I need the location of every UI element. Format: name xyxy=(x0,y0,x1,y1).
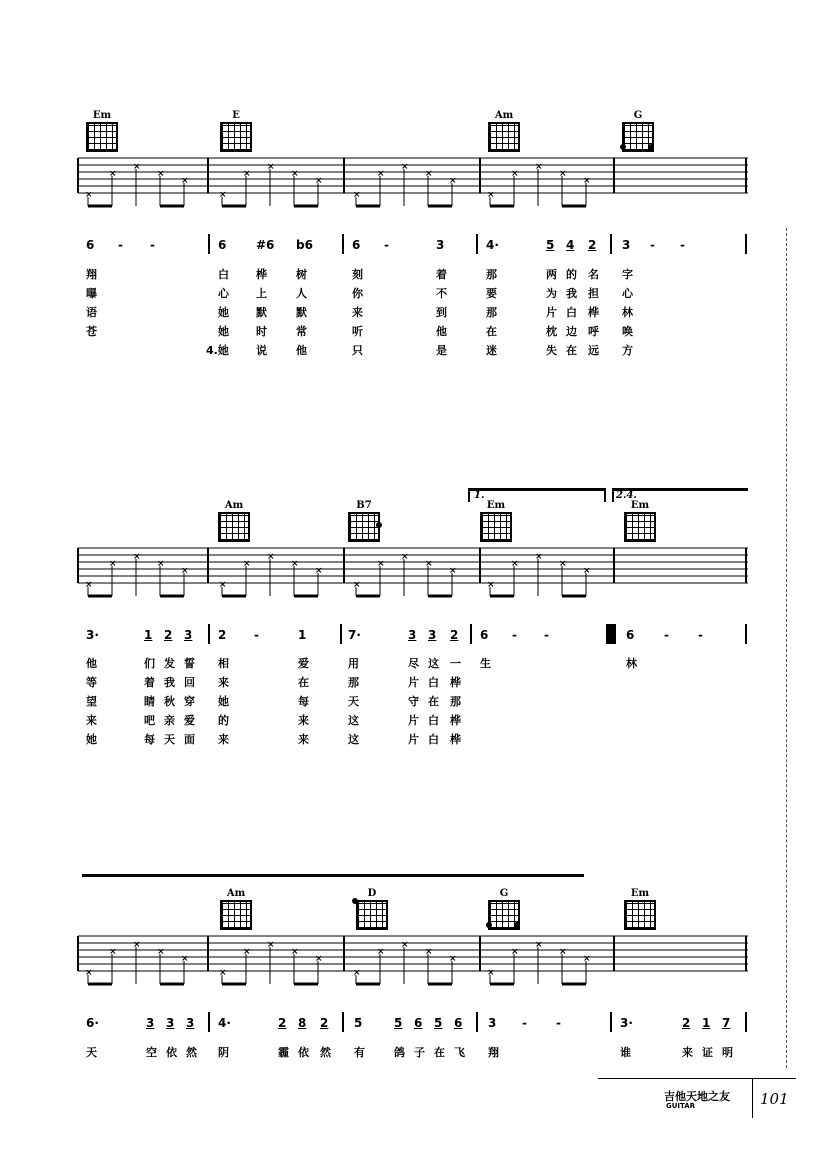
volta-1-label: 1. xyxy=(474,490,485,501)
publisher-logo-bottom: GUITAR xyxy=(666,1102,696,1110)
lyric-char: 那 xyxy=(348,676,359,689)
svg-text:×: × xyxy=(181,954,189,964)
svg-text:×: × xyxy=(559,947,567,957)
svg-text:×: × xyxy=(401,940,409,950)
chord-diagram-em: Em xyxy=(618,888,662,930)
lyric-char: 天 xyxy=(348,695,359,708)
lyric-char: 回 xyxy=(184,676,195,689)
lyric-char: 爱 xyxy=(298,657,309,670)
lyric-char: 的 xyxy=(218,714,229,727)
svg-text:×: × xyxy=(109,169,117,179)
lyric-char: 默 xyxy=(256,306,267,319)
lyric-char: 用 xyxy=(348,657,359,670)
page-number: 101 xyxy=(760,1090,789,1108)
lyric-char: 等 xyxy=(86,676,97,689)
lyric-char: 们 xyxy=(144,657,155,670)
lyric-char: 边 xyxy=(566,325,577,338)
lyric-char: 失 xyxy=(546,344,557,357)
svg-text:×: × xyxy=(243,947,251,957)
lyric-char: 桦 xyxy=(450,714,461,727)
lyric-char: 是 xyxy=(436,344,447,357)
svg-text:×: × xyxy=(583,566,591,576)
lyric-char: 他 xyxy=(86,657,97,670)
chord-grid xyxy=(220,900,252,930)
lyric-char: 白 xyxy=(428,676,439,689)
lyric-char: 呼 xyxy=(588,325,599,338)
lyric-char: 她 xyxy=(218,695,229,708)
svg-text:×: × xyxy=(291,169,299,179)
tab-staff-svg xyxy=(78,936,748,996)
lyric-char: 白 xyxy=(428,733,439,746)
svg-text:×: × xyxy=(401,552,409,562)
chord-grid xyxy=(218,512,250,542)
chord-grid xyxy=(622,122,654,152)
svg-text:×: × xyxy=(109,559,117,569)
lyric-char: 睛 xyxy=(144,695,155,708)
chord-grid xyxy=(348,512,380,542)
lyric-char: 着 xyxy=(436,268,447,281)
lyric-char: 桦 xyxy=(588,306,599,319)
lyric-char: 说 xyxy=(256,344,267,357)
svg-text:×: × xyxy=(511,947,519,957)
lyrics-block xyxy=(0,655,826,755)
lyric-char: 秋 xyxy=(164,695,175,708)
lyric-char: 为 xyxy=(546,287,557,300)
notation-row: 3· 1 2 3 2 - 1 7· 3 3 2 6 - - 6 - - xyxy=(86,628,703,642)
lyric-char: 白 xyxy=(218,268,229,281)
lyric-char: 不 xyxy=(436,287,447,300)
lyric-char: 来 xyxy=(298,733,309,746)
lyric-char: 白 xyxy=(566,306,577,319)
lyric-char: 来 xyxy=(218,676,229,689)
lyric-char: 苍 xyxy=(86,325,97,338)
lyric-char: 来 xyxy=(298,714,309,727)
chord-grid xyxy=(86,122,118,152)
notation-row: 6 - - 6 #6 b6 6 - 3 4· 5 4 2 3 - - xyxy=(86,238,685,252)
svg-text:×: × xyxy=(133,940,141,950)
chord-diagram-g: G xyxy=(616,110,660,152)
lyric-char: 她 xyxy=(218,325,229,338)
lyric-char: 那 xyxy=(450,695,461,708)
svg-text:×: × xyxy=(377,559,385,569)
svg-text:×: × xyxy=(377,169,385,179)
lyric-char: 迷 xyxy=(486,344,497,357)
lyric-char: 听 xyxy=(352,325,363,338)
lyric-char: 心 xyxy=(622,287,633,300)
svg-text:×: × xyxy=(511,559,519,569)
chord-diagram-em-2: Em xyxy=(618,500,662,542)
lyric-char: 心 xyxy=(218,287,229,300)
chord-diagram-e: E xyxy=(214,110,258,152)
lyric-char: 我 xyxy=(566,287,577,300)
lyric-char: 他 xyxy=(436,325,447,338)
lyric-char: 两 xyxy=(546,268,557,281)
lyric-char: 在 xyxy=(428,695,439,708)
lyric-char: 守 xyxy=(408,695,419,708)
lyric-char: 她 xyxy=(218,306,229,319)
lyric-char: 到 xyxy=(436,306,447,319)
svg-text:×: × xyxy=(181,176,189,186)
svg-text:×: × xyxy=(315,176,323,186)
lyric-char: 我 xyxy=(164,676,175,689)
svg-text:×: × xyxy=(401,162,409,172)
chord-grid xyxy=(488,122,520,152)
lyric-char: 那 xyxy=(486,306,497,319)
lyric-char: 这 xyxy=(348,714,359,727)
lyric-char: 时 xyxy=(256,325,267,338)
lyric-char: 枕 xyxy=(546,325,557,338)
lyric-char: 穿 xyxy=(184,695,195,708)
svg-text:×: × xyxy=(425,169,433,179)
svg-text:×: × xyxy=(487,190,495,200)
svg-text:×: × xyxy=(243,559,251,569)
lyric-char: 吧 xyxy=(144,714,155,727)
lyric-char: 他 xyxy=(296,344,307,357)
chord-diagram-g: G xyxy=(482,888,526,930)
lyric-char: 桦 xyxy=(450,733,461,746)
lyric-char: 唤 xyxy=(622,325,633,338)
svg-text:×: × xyxy=(315,954,323,964)
svg-text:×: × xyxy=(449,566,457,576)
lyric-char: 桦 xyxy=(256,268,267,281)
lyric-char: 片 xyxy=(408,676,419,689)
lyric-char: 来 xyxy=(218,733,229,746)
svg-text:×: × xyxy=(267,552,275,562)
lyric-char: 面 xyxy=(184,733,195,746)
notation-row: 6· 3 3 3 4· 2 8 2 5 5 6 5 6 3 - - 3· 2 1 7 xyxy=(86,1016,731,1030)
lyric-char: 刻 xyxy=(352,268,363,281)
lyric-char: 发 xyxy=(164,657,175,670)
lyric-char: 担 xyxy=(588,287,599,300)
lyric-char: 生 xyxy=(480,657,491,670)
margin-dashed-line xyxy=(786,228,787,1068)
lyrics-row: 天 空 依 然 阴 霾 依 然 有 鸽 子 在 飞 翔 谁 来 证 明 xyxy=(86,1046,733,1059)
lyric-char: 望 xyxy=(86,695,97,708)
lyric-char: 林 xyxy=(626,657,637,670)
tab-staff xyxy=(78,548,748,588)
svg-text:×: × xyxy=(267,940,275,950)
chord-grid xyxy=(488,900,520,930)
svg-text:×: × xyxy=(85,968,93,978)
svg-text:×: × xyxy=(559,559,567,569)
lyric-char: 片 xyxy=(408,714,419,727)
svg-text:×: × xyxy=(85,190,93,200)
lyric-char: 语 xyxy=(86,306,97,319)
tab-staff xyxy=(78,158,748,198)
lyric-char: 树 xyxy=(296,268,307,281)
volta-2-label: 2.4. xyxy=(616,490,637,501)
svg-text:×: × xyxy=(291,947,299,957)
svg-text:×: × xyxy=(219,190,227,200)
svg-text:×: × xyxy=(157,559,165,569)
lyric-char: 曝 xyxy=(86,287,97,300)
svg-text:×: × xyxy=(133,552,141,562)
lyric-char: 在 xyxy=(566,344,577,357)
lyric-char: 誓 xyxy=(184,657,195,670)
lyric-char: 上 xyxy=(256,287,267,300)
chord-diagram-am: Am xyxy=(212,500,256,542)
chord-grid xyxy=(624,900,656,930)
svg-text:×: × xyxy=(219,580,227,590)
chord-diagram-am: Am xyxy=(482,110,526,152)
svg-text:×: × xyxy=(243,169,251,179)
lyric-char: 要 xyxy=(486,287,497,300)
lyric-char: 林 xyxy=(622,306,633,319)
lyric-char: 4.她 xyxy=(206,344,229,357)
lyric-char: 尽 xyxy=(408,657,419,670)
svg-text:×: × xyxy=(353,580,361,590)
svg-text:×: × xyxy=(157,169,165,179)
lyric-char: 她 xyxy=(86,733,97,746)
lyric-char: 人 xyxy=(296,287,307,300)
lyric-char: 这 xyxy=(428,657,439,670)
svg-text:×: × xyxy=(583,176,591,186)
svg-text:×: × xyxy=(535,552,543,562)
chord-grid xyxy=(480,512,512,542)
svg-text:×: × xyxy=(583,954,591,964)
lyric-char: 片 xyxy=(546,306,557,319)
svg-text:×: × xyxy=(133,162,141,172)
svg-text:×: × xyxy=(109,947,117,957)
lyric-char: 默 xyxy=(296,306,307,319)
svg-text:×: × xyxy=(219,968,227,978)
lyric-char: 桦 xyxy=(450,676,461,689)
svg-text:×: × xyxy=(425,559,433,569)
svg-text:×: × xyxy=(157,947,165,957)
tab-staff xyxy=(78,936,748,976)
lyric-char: 亲 xyxy=(164,714,175,727)
svg-text:×: × xyxy=(487,580,495,590)
svg-text:×: × xyxy=(449,176,457,186)
svg-text:×: × xyxy=(267,162,275,172)
svg-text:×: × xyxy=(353,968,361,978)
chord-grid xyxy=(624,512,656,542)
chord-diagram-em: Em xyxy=(474,500,518,542)
svg-text:×: × xyxy=(487,968,495,978)
lyric-char: 来 xyxy=(352,306,363,319)
chord-diagram-em: Em xyxy=(80,110,124,152)
lyric-char: 在 xyxy=(298,676,309,689)
lyric-char: 这 xyxy=(348,733,359,746)
lyric-char: 常 xyxy=(296,325,307,338)
lyric-char: 你 xyxy=(352,287,363,300)
svg-text:×: × xyxy=(535,162,543,172)
lyrics-block xyxy=(0,266,826,366)
chord-diagram-b7: B7 xyxy=(342,500,386,542)
svg-text:×: × xyxy=(181,566,189,576)
chord-grid xyxy=(356,900,388,930)
svg-text:×: × xyxy=(315,566,323,576)
lyric-char: 那 xyxy=(486,268,497,281)
lyric-char: 每 xyxy=(144,733,155,746)
tab-staff-svg xyxy=(78,548,748,608)
lyric-char: 一 xyxy=(450,657,461,670)
publisher-logo-top: 吉他天地之友 xyxy=(664,1090,730,1103)
lyric-char: 名 xyxy=(588,268,599,281)
lyric-char: 着 xyxy=(144,676,155,689)
lyric-char: 字 xyxy=(622,268,633,281)
lyric-char: 片 xyxy=(408,733,419,746)
lyric-char: 翔 xyxy=(86,268,97,281)
lyric-char: 爱 xyxy=(184,714,195,727)
lyric-char: 每 xyxy=(298,695,309,708)
lyric-char: 天 xyxy=(164,733,175,746)
svg-text:×: × xyxy=(449,954,457,964)
lyric-char: 只 xyxy=(352,344,363,357)
svg-text:×: × xyxy=(511,169,519,179)
svg-text:×: × xyxy=(291,559,299,569)
chord-diagram-am: Am xyxy=(214,888,258,930)
lyric-char: 来 xyxy=(86,714,97,727)
lyric-char: 的 xyxy=(566,268,577,281)
lyric-char: 方 xyxy=(622,344,633,357)
tab-staff-svg xyxy=(78,158,748,218)
lyric-char: 相 xyxy=(218,657,229,670)
svg-text:×: × xyxy=(559,169,567,179)
chord-grid xyxy=(220,122,252,152)
chord-diagram-d: D xyxy=(350,888,394,930)
lyric-char: 在 xyxy=(486,325,497,338)
lyric-char: 白 xyxy=(428,714,439,727)
svg-text:×: × xyxy=(353,190,361,200)
svg-text:×: × xyxy=(425,947,433,957)
lyric-char: 远 xyxy=(588,344,599,357)
svg-text:×: × xyxy=(85,580,93,590)
svg-text:×: × xyxy=(535,940,543,950)
svg-text:×: × xyxy=(377,947,385,957)
